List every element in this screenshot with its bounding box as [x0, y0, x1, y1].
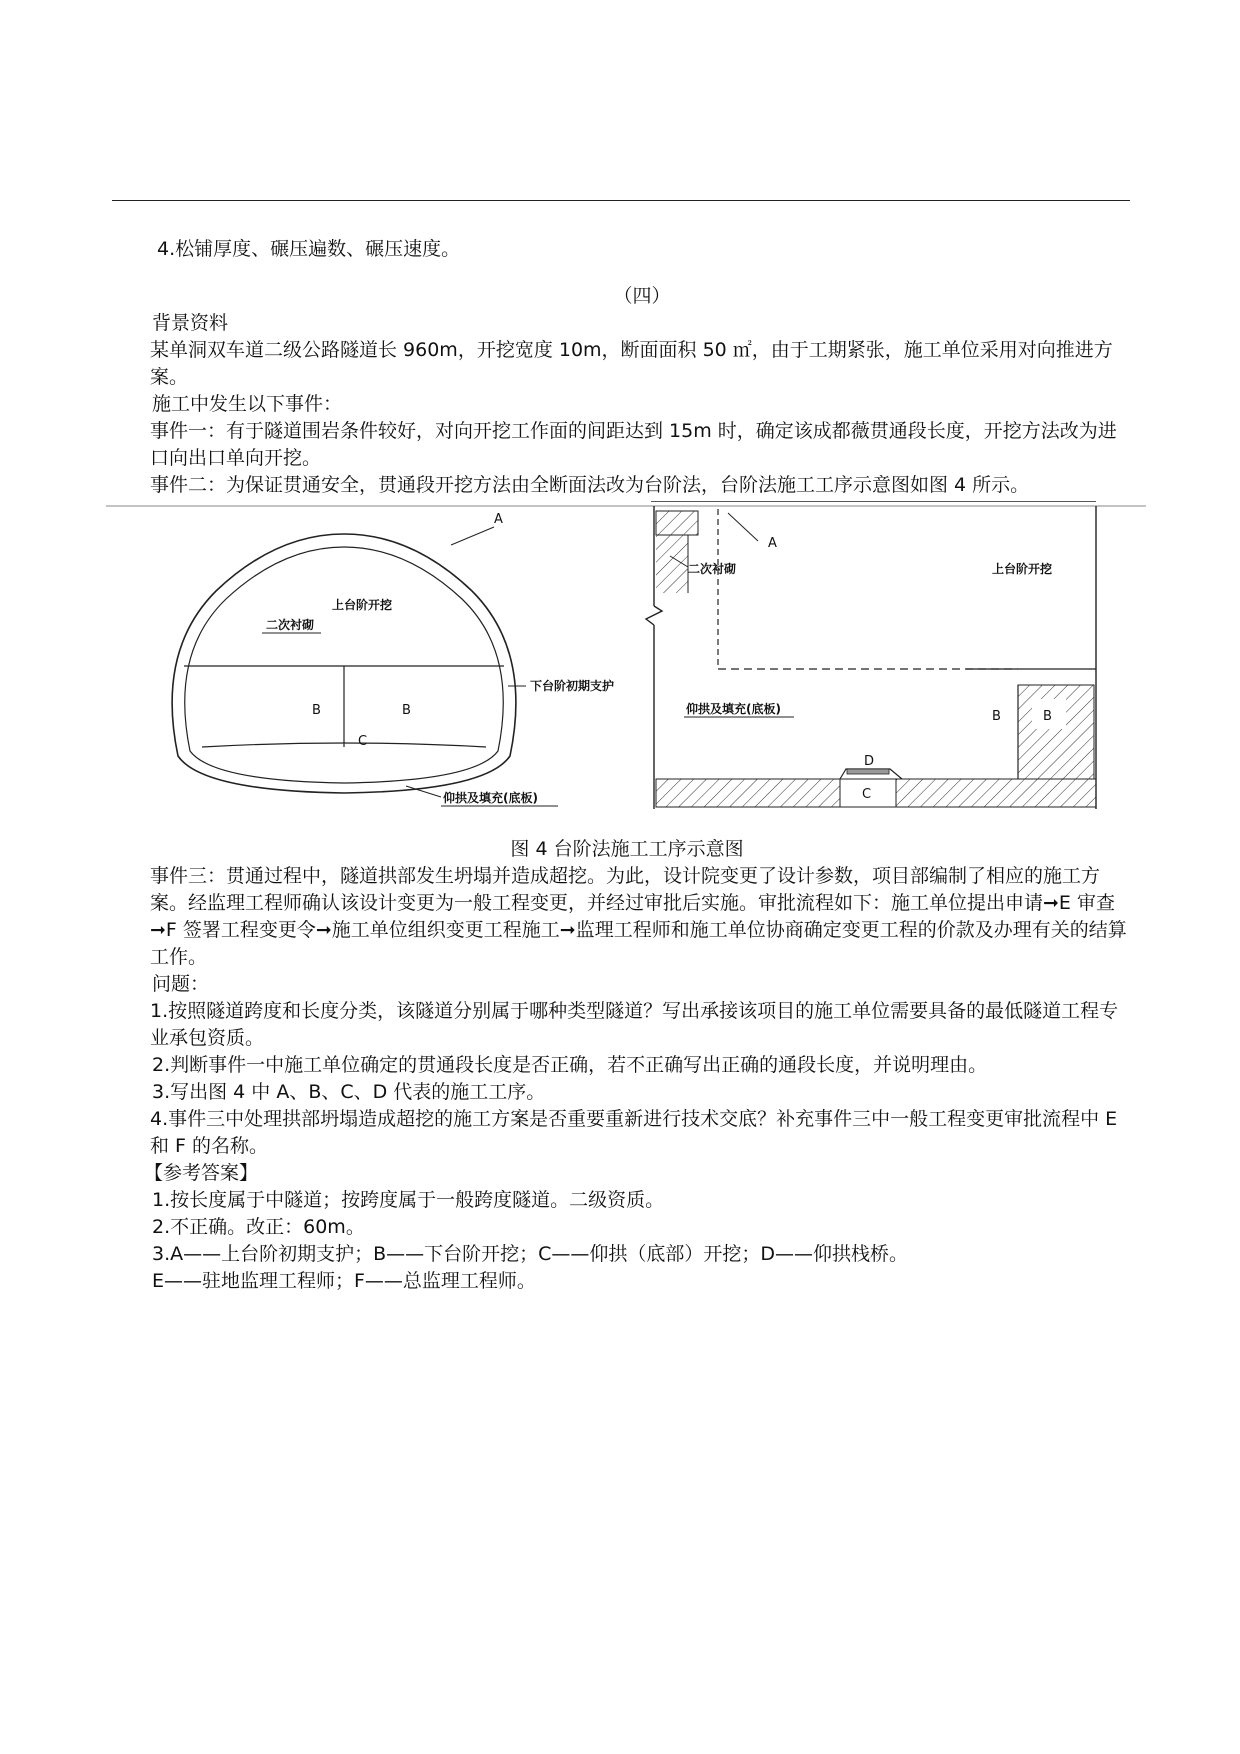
figure-4 — [106, 501, 1146, 835]
event-2: 事件二：为保证贯通安全，贯通段开挖方法由全断面法改为台阶法，台阶法施工工序示意图如图 4 所示。 — [150, 474, 1030, 496]
background-label: 背景资料 — [152, 312, 229, 334]
right-label-d: D — [864, 754, 875, 769]
previous-answer-4: 4.松铺厚度、碾压遍数、碾压速度。 — [157, 238, 461, 260]
event-3: 事件三：贯通过程中，隧道拱部发生坍塌并造成超挖。为此，设计院变更了设计参数，项目部编制了相应的施工方案。经监理工程师确认该设计变更为一般工程变更，并经过审批后实施。审批流程如下：施工单位提出申请➞E 审查➞F 签署工程变更令➞施工单位组织变更工程施工➞监理工程师和施工单位协商确定变更工程的价款及办理有关的结算工作。 — [150, 865, 1127, 968]
right-label-b2: B — [1043, 709, 1052, 724]
right-label-upper-bench: 上台阶开挖 — [992, 562, 1053, 576]
background-text-content: 某单洞双车道二级公路隧道长 960m，开挖宽度 10m，断面面积 50 ㎡，由于工期紧张，施工单位采用对向推进方案。 — [150, 339, 1113, 388]
figure-4-drawing — [106, 501, 1146, 835]
left-label-a: A — [494, 512, 503, 527]
left-label-c: C — [358, 734, 368, 749]
background-text — [150, 337, 1132, 391]
figure-caption: 图 4 台阶法施工工序示意图 — [510, 838, 744, 860]
right-label-invert: 仰拱及填充(底板) — [686, 702, 781, 716]
answer-4: E——驻地监理工程师；F——总监理工程师。 — [152, 1270, 536, 1292]
right-label-a: A — [768, 536, 777, 551]
longitudinal-section-diagram — [646, 501, 1096, 809]
question-3: 3.写出图 4 中 A、B、C、D 代表的施工工序。 — [152, 1081, 546, 1103]
left-label-upper-bench: 上台阶开挖 — [332, 598, 393, 612]
left-label-secondary-lining: 二次衬砌 — [266, 618, 315, 632]
question-2: 2.判断事件一中施工单位确定的贯通段长度是否正确，若不正确写出正确的通段长度，并说明理由。 — [152, 1054, 988, 1076]
questions-label: 问题： — [152, 973, 210, 995]
header-rule — [112, 200, 1130, 201]
answer-3: 3.A——上台阶初期支护；B——下台阶开挖；C——仰拱（底部）开挖；D——仰拱栈桥。 — [152, 1243, 909, 1265]
right-label-secondary-lining: 二次衬砌 — [688, 562, 737, 576]
document-body — [144, 236, 1132, 1295]
section-title: （四） — [613, 285, 671, 307]
cross-section-diagram — [172, 512, 614, 806]
answer-1: 1.按长度属于中隧道；按跨度属于一般跨度隧道。二级资质。 — [152, 1189, 665, 1211]
right-label-b1: B — [992, 709, 1001, 724]
answer-2: 2.不正确。改正：60m。 — [152, 1216, 365, 1238]
left-label-lower-support: 下台阶初期支护 — [530, 679, 615, 693]
left-label-b1: B — [312, 703, 321, 718]
left-label-b2: B — [402, 703, 411, 718]
left-label-invert: 仰拱及填充(底板) — [443, 791, 538, 805]
event-1: 事件一：有于隧道围岩条件较好，对向开挖工作面的间距达到 15m 时，确定该成都薇贯通段长度，开挖方法改为进口向出口单向开挖。 — [150, 420, 1117, 469]
right-label-c: C — [862, 787, 872, 802]
question-1: 1.按照隧道跨度和长度分类，该隧道分别属于哪种类型隧道？写出承接该项目的施工单位需要具备的最低隧道工程专业承包资质。 — [150, 1000, 1119, 1049]
question-4: 4.事件三中处理拱部坍塌造成超挖的施工方案是否重要重新进行技术交底？补充事件三中一般工程变更审批流程中 E 和 F 的名称。 — [150, 1108, 1118, 1157]
answers-label: 【参考答案】 — [144, 1162, 259, 1184]
events-intro: 施工中发生以下事件： — [152, 393, 343, 415]
